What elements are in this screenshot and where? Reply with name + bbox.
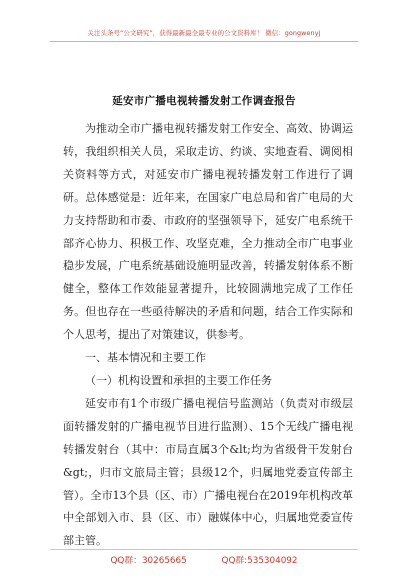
document-title: 延安市广播电视转播发射工作调查报告	[112, 95, 296, 107]
body-paragraph: 延安市有1个市级广播电视信号监测站（负责对市级层面转播发射的广播电视节目进行监测）、15个无线广播电视转播发射台（其中：市局直属3个&lt;均为省级骨干发射台&gt;，归市文旅局主管；县级12个，归属地党委宣传部主管）。全市13个县（区、市）广播电视台在2019年机构改革中全部划入市、县（区、市）融媒体中心，归属地党委宣传部主管。	[63, 396, 353, 548]
footer-qq-group-1: QQ群：30265665	[110, 556, 187, 566]
document-body	[63, 118, 353, 553]
footer-qq-group-2: QQ群:535304092	[221, 556, 298, 566]
section-heading: 一、基本情况和主要工作	[85, 351, 206, 365]
subsection-heading: （一）机构设置和承担的主要工作任务	[85, 373, 272, 387]
intro-paragraph: 为推动全市广播电视转播发射工作安全、高效、协调运转，我组织相关人员，采取走访、约谈、实地查看、调阅相关资料等方式，对延安市广播电视转播发射工作进行了调研。总体感觉是：近年来，在国家广电总局和省广电局的大力支持帮助和市委、市政府的坚强领导下，延安广电系统干部齐心协力、积极工作、攻坚克难，全力推动全市广电事业稳步发展，广电系统基础设施明显改善，转播发射体系不断健全，整体工作效能显著提升，比较圆满地完成了工作任务。但也存在一些亟待解决的矛盾和问题，结合工作实际和个人思考，提出了对策建议，供参考。	[63, 122, 353, 342]
footer	[0, 553, 408, 566]
header-divider	[50, 41, 358, 42]
footer-divider	[50, 549, 358, 550]
header-note: 关注头条号“公文研究”，获得最新最全最专业的公文资料库！ 微信：gongwenyj	[87, 29, 321, 37]
